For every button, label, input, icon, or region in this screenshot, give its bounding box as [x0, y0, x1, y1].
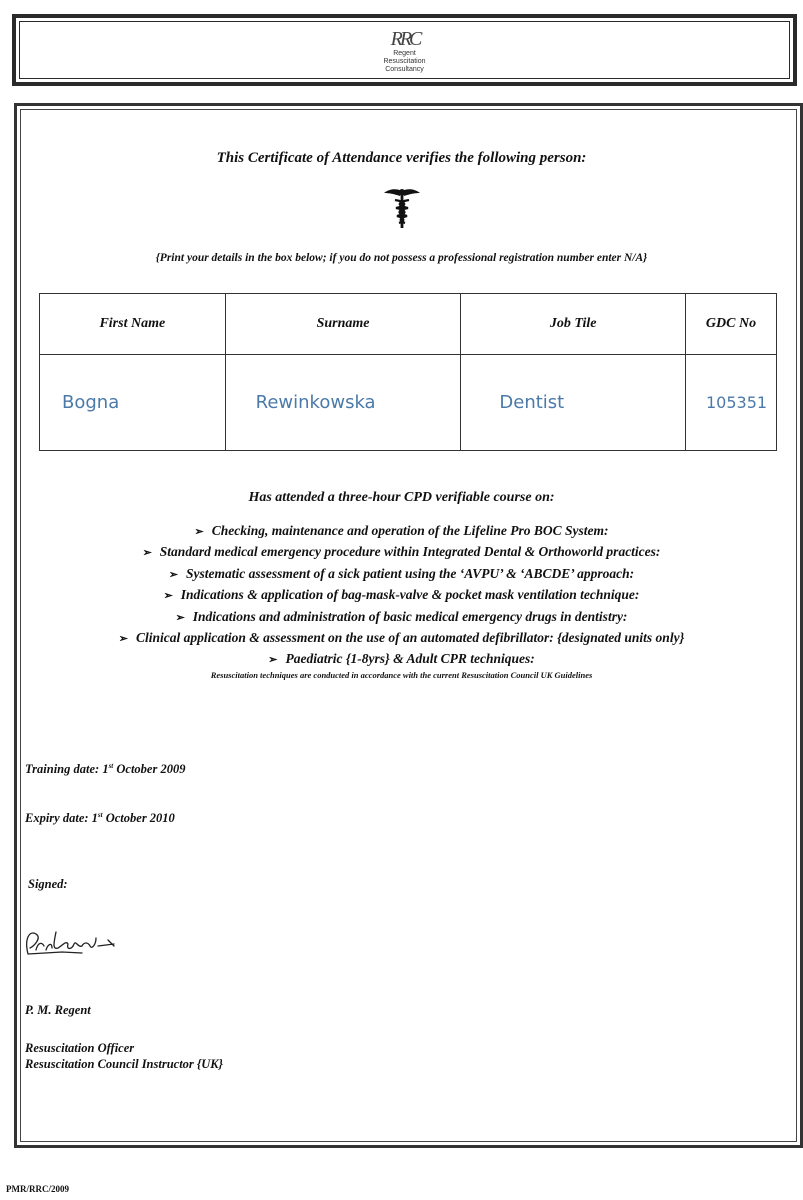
header-job-title: Job Tile: [461, 294, 686, 355]
cell-job-title: Dentist: [461, 355, 686, 451]
header-gdc-no: GDC No: [686, 294, 777, 355]
logo-line-2: Resuscitation: [383, 58, 426, 65]
header-inner-border: [19, 21, 790, 79]
arrow-bullet-icon: ➢: [194, 526, 204, 538]
signature-image: [22, 924, 122, 964]
document-reference: PMR/RRC/2009: [6, 1184, 69, 1194]
cell-gdc-no: 105351: [686, 355, 777, 451]
table-header-row: [40, 294, 777, 355]
course-intro: Has attended a three-hour CPD verifiable course on:: [248, 490, 555, 505]
training-date: Training date: 1st October 2009: [25, 762, 186, 777]
logo-line-1: Regent: [393, 50, 416, 57]
attendee-details-table: [39, 293, 777, 451]
company-logo: [345, 26, 465, 74]
arrow-bullet-icon: ➢: [142, 547, 152, 560]
signed-label: Signed:: [28, 877, 68, 891]
arrow-bullet-icon: ➢: [163, 590, 173, 603]
logo-line-3: Consultancy: [385, 66, 424, 73]
caduceus-icon: [383, 187, 421, 229]
cell-first-name: Bogna: [40, 355, 226, 451]
course-topics-list: [0, 521, 803, 671]
header-first-name: First Name: [40, 294, 226, 355]
rrc-logo-mark: [375, 26, 435, 50]
svg-text:RRC: RRC: [390, 28, 419, 50]
arrow-bullet-icon: ➢: [168, 568, 179, 581]
arrow-bullet-icon: ➢: [268, 654, 278, 667]
list-item: ➢ Paediatric {1-8yrs} & Adult CPR techniques:: [268, 651, 535, 667]
signatory-role: Resuscitation Officer: [25, 1041, 135, 1055]
certificate-heading: This Certificate of Attendance verifies the following person:: [216, 150, 587, 166]
arrow-bullet-icon: ➢: [118, 633, 128, 646]
list-item: ➢ Indications and administration of basic medical emergency drugs in dentistry:: [175, 608, 628, 624]
arrow-bullet-icon: ➢: [175, 611, 185, 624]
guidelines-note: Resuscitation techniques are conducted in accordance with the current Resuscitation Council UK Guidelines: [210, 670, 593, 680]
header-surname: Surname: [225, 294, 461, 355]
list-item: ➢ Checking, maintenance and operation of the Lifeline Pro BOC System:: [194, 523, 609, 538]
instructions-note: {Print your details in the box below; if you do not possess a professional registration number enter N/A}: [155, 252, 648, 264]
list-item: ➢ Standard medical emergency procedure within Integrated Dental & Orthoworld practices:: [142, 544, 661, 560]
cell-surname: Rewinkowska: [225, 355, 461, 451]
header-box: [12, 14, 797, 86]
list-item: ➢ Indications & application of bag-mask-valve & pocket mask ventilation technique:: [163, 587, 640, 603]
signatory-qualification: Resuscitation Council Instructor {UK}: [25, 1057, 223, 1071]
signatory-name: P. M. Regent: [25, 1003, 91, 1017]
table-row: [40, 355, 777, 451]
expiry-date: Expiry date: 1st October 2010: [25, 811, 175, 826]
list-item: ➢ Systematic assessment of a sick patient using the ‘AVPU’ & ‘ABCDE’ approach:: [168, 565, 635, 581]
list-item: ➢ Clinical application & assessment on the use of an automated defibrillator: {designated units only}: [118, 630, 685, 646]
